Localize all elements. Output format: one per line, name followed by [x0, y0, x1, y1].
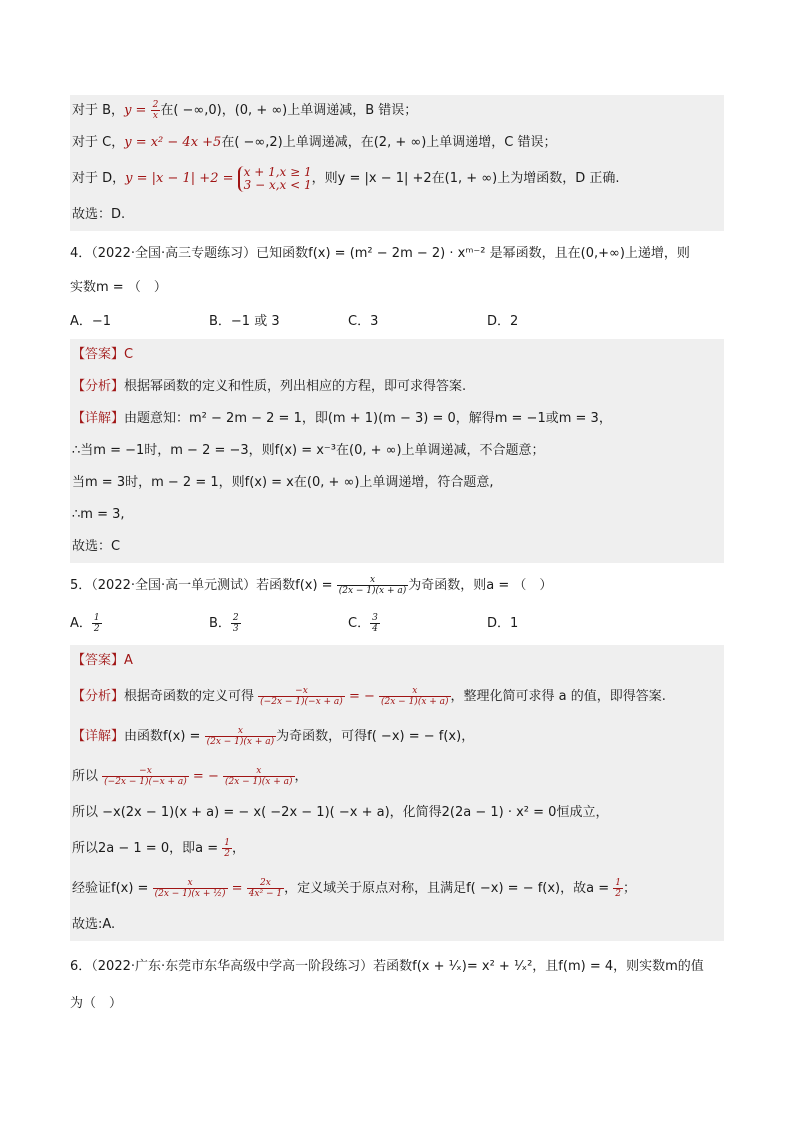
question-6-stem: 6．（2022·广东·东莞市东华高级中学高一阶段练习）若函数f(x + ¹⁄ₓ)= x² + ¹⁄ₓ²，且f(m) = 4，则实数m的值: [70, 959, 704, 974]
detail-line-2: ∴当m = −1时，m − 2 = −3，则f(x) = x⁻³在(0, + ∞)上单调递减，不合题意；: [72, 443, 545, 458]
fraction: $\frac{x}{(2x - 1)(x + a)}$: [338, 575, 407, 596]
choose-line: 故选：C: [72, 539, 121, 554]
option-d-analysis: 对于 D，y = |x − 1| +2 = x + 1,x ≥ 1 3 − x,x < 1 ，则y = |x − 1| +2在(1, + ∞)上为增函数，D 正确.: [72, 164, 620, 192]
question-6-stem-cont: 为（ ）: [70, 996, 123, 1011]
option-c: C． $\frac{3}{4}$: [348, 613, 378, 634]
analysis-line: 【分析】根据幂函数的定义和性质，列出相应的方程，即可求得答案.: [72, 379, 467, 394]
option-c: C．3: [348, 314, 379, 329]
solution-block-q4: [70, 339, 724, 563]
detail-line-4: ∴m = 3,: [72, 507, 125, 522]
detail-line-2: 所以 $\frac{-x}{(-2x - 1)(-x + a)}$ = − $\frac{x}{(2x - 1)(x + a)}$ ，: [72, 766, 308, 787]
choose-line: 故选：D.: [72, 207, 126, 222]
detail-line-3: 当m = 3时，m − 2 = 1，则f(x) = x在(0, + ∞)上单调递增，符合题意,: [72, 475, 494, 490]
detail-line-1: 【详解】由题意知：m² − 2m − 2 = 1，即(m + 1)(m − 3) = 0，解得m = −1或m = 3，: [72, 411, 612, 426]
option-d: D．1: [487, 616, 519, 631]
option-a: A．−1: [70, 314, 112, 329]
choose-line: 故选:A.: [72, 917, 116, 932]
question-4-stem-cont: 实数m = （ ）: [70, 280, 167, 295]
question-4-stem: 4．（2022·全国·高三专题练习）已知函数f(x) = (m² − 2m − 2) · xᵐ⁻² 是幂函数，且在(0,+∞)上递增，则: [70, 246, 690, 261]
detail-line-3: 所以 −x(2x − 1)(x + a) = − x( −2x − 1)( −x + a)，化简得2(2a − 1) · x² = 0恒成立，: [72, 805, 609, 820]
option-d: D．2: [487, 314, 519, 329]
question-5-stem: 5．（2022·全国·高一单元测试）若函数f(x) = $\frac{x}{(2x - 1)(x + a)}$ 为奇函数，则a = （ ）: [70, 575, 553, 596]
option-b-analysis: 对于 B，y = $\frac{2}{x}$ 在( −∞,0)，(0, + ∞)上单调递减，B 错误；: [72, 100, 418, 121]
option-b: B．−1 或 3: [209, 314, 280, 329]
question-4-options: [70, 305, 724, 339]
option-b: B． $\frac{2}{3}$: [209, 613, 239, 634]
answer-line: 【答案】C: [72, 347, 134, 362]
piecewise-brace: x + 1,x ≥ 1 3 − x,x < 1: [238, 166, 312, 192]
option-c-analysis: 对于 C，y = x² − 4x +5在( −∞,2)上单调递减，在(2, + ∞)上单调递增，C 错误；: [72, 135, 557, 150]
document-page: [70, 95, 724, 1021]
answer-line: 【答案】A: [72, 653, 133, 668]
solution-block-q3: [70, 95, 724, 231]
option-a: A． $\frac{1}{2}$: [70, 613, 100, 634]
analysis-line: 【分析】根据奇函数的定义可得 $\frac{-x}{(-2x - 1)(-x + a)}$ = − $\frac{x}{(2x - 1)(x + a)}$ ，整理化简可求得 a 的值，即得答案.: [72, 686, 666, 707]
solution-block-q5: [70, 645, 724, 941]
detail-line-4: 所以2a − 1 = 0，即a = $\frac{1}{2}$ ，: [72, 838, 245, 859]
detail-line-1: 【详解】由函数f(x) = $\frac{x}{(2x - 1)(x + a)}$ 为奇函数，可得f( −x) = − f(x)，: [72, 726, 475, 747]
question-5-options: [70, 603, 724, 645]
fraction: $\frac{2}{x}$: [152, 100, 159, 121]
detail-line-5: 经验证f(x) = $\frac{x}{\text{(2x − 1)(x + ½)}}$ = $\frac{2x}{\text{4x² − 1}}$ ，定义域关于原点对称，且满足f( −x) = − f(x)，故a = $\frac{1}{2}$ ；: [72, 878, 637, 899]
